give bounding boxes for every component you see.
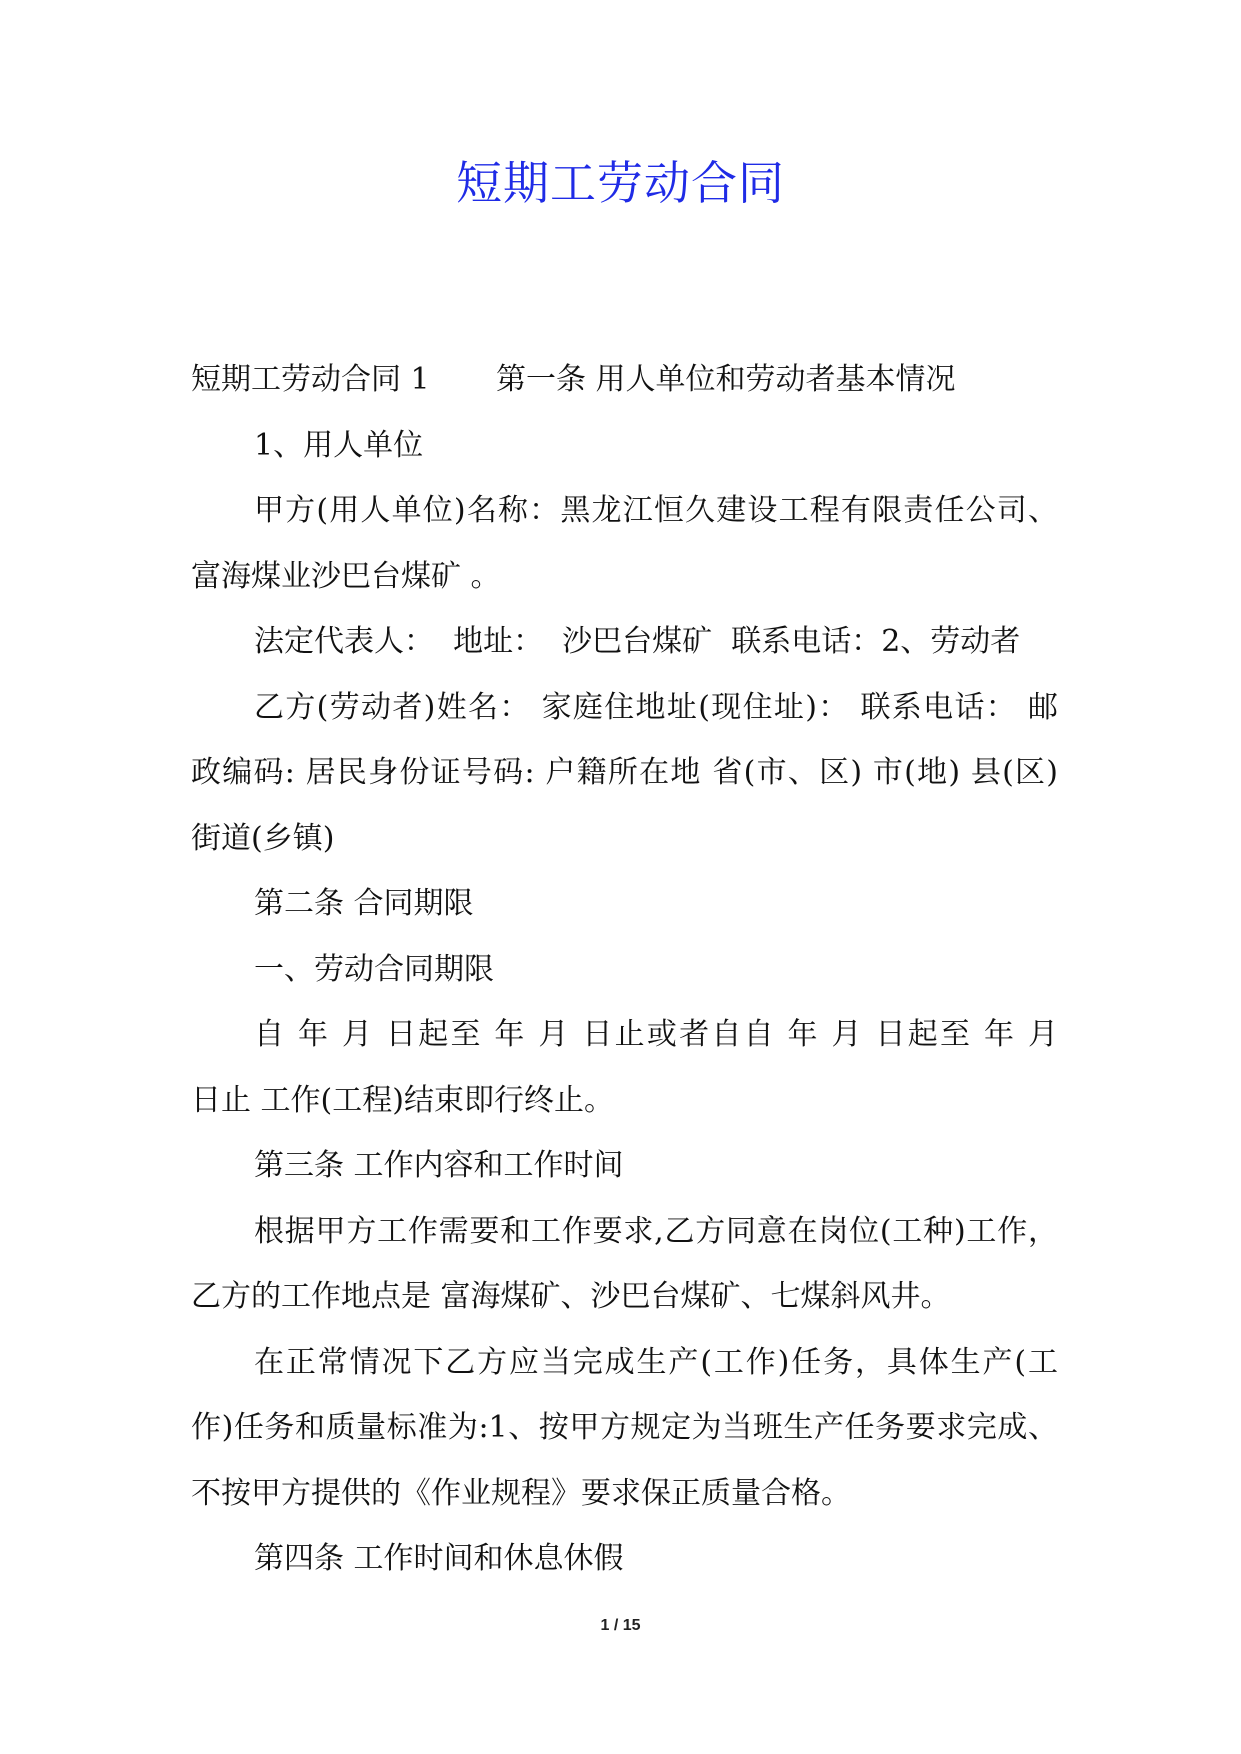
text-line: 第四条 工作时间和休息休假: [254, 1541, 624, 1576]
article-4-heading: [191, 1526, 1058, 1592]
text-line: 日止 工作(工程)结束即行终止。: [191, 1082, 614, 1118]
contract-term-paragraph: [191, 1002, 1058, 1133]
employer-name-paragraph: [191, 478, 1058, 609]
text-line: 政编码: 居民身份证号码: 户籍所在地 省(市、区) 市(地) 县(区): [191, 755, 1058, 790]
employer-section-heading: [191, 413, 1058, 479]
article-1-heading: 第一条 用人单位和劳动者基本情况: [496, 362, 956, 397]
text-line: 自 年 月 日起至 年 月 日止或者自自 年 月 日起至 年 月: [254, 1017, 1058, 1052]
text-line: 乙方的工作地点是 富海煤矿、沙巴台煤矿、七煤斜风井。: [191, 1279, 951, 1314]
text-line: 1、用人单位: [254, 427, 424, 463]
page-number: 1 / 15: [600, 1617, 641, 1634]
document-body: [191, 347, 1058, 1592]
work-task-paragraph: [191, 1330, 1058, 1527]
text-line: 不按甲方提供的《作业规程》要求保正质量合格。: [191, 1475, 851, 1511]
legal-representative-paragraph: [191, 609, 1058, 675]
work-location-paragraph: [191, 1199, 1058, 1330]
text-line: 作)任务和质量标准为:1、按甲方规定为当班生产任务要求完成、: [191, 1410, 1058, 1445]
contract-term-subheading: [191, 937, 1058, 1003]
text-line: 第三条 工作内容和工作时间: [254, 1148, 624, 1183]
document-title: 短期工劳动合同: [456, 156, 785, 210]
employee-info-paragraph: [191, 675, 1058, 872]
contract-label: 短期工劳动合同 1: [191, 362, 430, 397]
text-line: 在正常情况下乙方应当完成生产(工作)任务，具体生产(工: [254, 1344, 1058, 1380]
text-line: 法定代表人： 地址： 沙巴台煤矿 联系电话：2、劳动者: [254, 624, 1021, 659]
article-2-heading: [191, 871, 1058, 937]
text-line: 甲方(用人单位)名称：黑龙江恒久建设工程有限责任公司、: [254, 493, 1058, 528]
text-line: 一、劳动合同期限: [254, 951, 494, 987]
article-3-heading: [191, 1133, 1058, 1199]
text-line: 街道(乡镇): [191, 820, 335, 856]
intro-line: [191, 347, 1058, 413]
text-line: 第二条 合同期限: [254, 886, 474, 921]
text-line: 乙方(劳动者)姓名： 家庭住地址(现住址)： 联系电话： 邮: [254, 689, 1058, 725]
text-line: 根据甲方工作需要和工作要求,乙方同意在岗位(工种)工作，: [254, 1213, 1058, 1249]
text-line: 富海煤业沙巴台煤矿 。: [191, 558, 501, 594]
